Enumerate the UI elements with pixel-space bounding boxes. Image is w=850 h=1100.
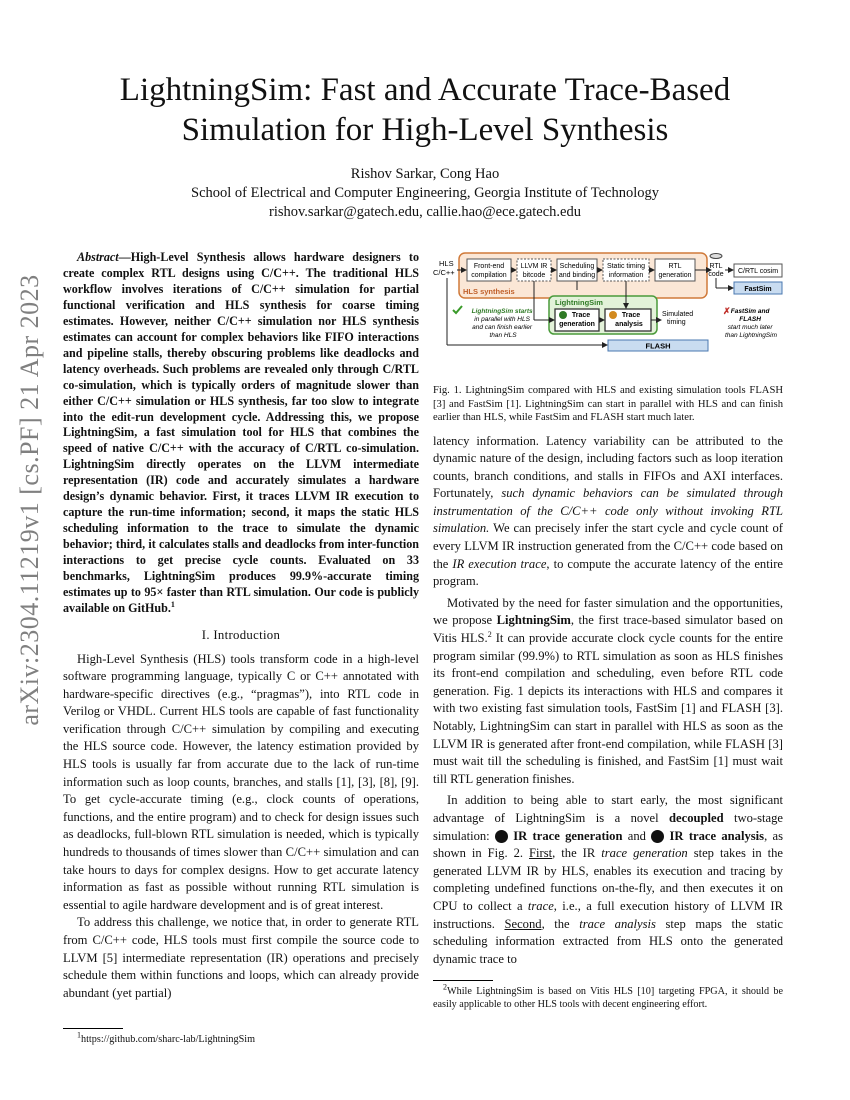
- hls-input-label: HLS C/C++: [433, 259, 455, 277]
- note-right: FastSim and FLASH start much later than LightningSim: [724, 308, 778, 339]
- figure-1-diagram: [433, 250, 783, 370]
- paper-title: [70, 70, 780, 150]
- text-run: such dynamic behaviors can be simulated through instrumentation of the C/C++ code only without invoking RTL simulation.: [433, 486, 783, 536]
- text-run: two-stage simulation:: [433, 810, 783, 843]
- hls-synthesis-label: HLS synthesis: [463, 287, 515, 296]
- text-run: IR trace analysis: [669, 828, 765, 843]
- check-icon: [453, 306, 462, 313]
- abstract-text: —High-Level Synthesis allows hardware designers to create complex RTL designs using C/C++. The traditional HLS workflow involves iterations of C/C++ simulation for partial functional verification and HLS synthesis for coarse timing estimates. However, neither C/C++ simulation nor HLS synthesis estimates can account for complex behaviors like FIFO interactions and pipeline stalls, thereby obscuring problems like deadlocks and latency overheads. Such problems are revealed only through C/RTL co-simulation, which is typically orders of magnitude slower than either C/C++ simulation or HLS synthesis, far too slow to integrate into the edit-run development cycle. Addressing this, we propose LightningSim, a fast simulation tool for HLS that combines the speed of native C/C++ with the accuracy of C/RTL co-simulation. LightningSim directly operates on the LLVM intermediate representation (IR) code and accurately simulates a hardware design’s dynamic behavior. First, it traces LLVM IR execution to capture the run-time information; second, it maps the static HLS scheduling information to the trace to simulate the dynamic behavior; third, it calculates stalls and deadlocks from inter-function interactions to get precise cycle counts. Evaluated on 33 benchmarks, LightningSim produces 99.9%-accurate timing estimates up to 95× faster than RTL simulation. Our code is publicly available on GitHub.: [63, 250, 419, 615]
- right-paragraph-3: [433, 792, 783, 968]
- step-1-icon: 1: [495, 830, 508, 843]
- static-timing-label: Static timing information: [606, 263, 646, 279]
- section-heading: [63, 627, 419, 645]
- text-run: step takes in the generated LLVM IR by HLS, enables its execution and tracing by completing undefined functions on-the-fly, and then executes it on CPU to collect a: [433, 846, 784, 913]
- section-heading-text: I. Introduction: [201, 627, 281, 642]
- text-run: decoupled: [669, 810, 724, 825]
- footnote-1: [63, 1033, 419, 1046]
- text-run: Second: [504, 916, 542, 931]
- arxiv-identifier: arXiv:2304.11219v1 [cs.PF] 21 Apr 2023: [15, 274, 44, 726]
- text-run: , the first trace-based simulator based on Vitis HLS.: [433, 613, 783, 646]
- text-run: LightningSim: [496, 613, 571, 628]
- front-end-label: Front-end compilation: [471, 263, 507, 279]
- abstract-footnote-mark: 1: [170, 599, 175, 609]
- authors: Rishov Sarkar, Cong Hao: [350, 166, 500, 182]
- right-paragraph-1: [433, 433, 783, 591]
- trace-analysis-label: Trace analysis: [615, 312, 643, 328]
- cosim-label: C/RTL cosim: [737, 268, 779, 275]
- intro-paragraph-2: To address this challenge, we notice that, in order to generate RTL from C/C++ code, HLS tools must first compile the source code to LLVM [5] intermediate representation (IR) operations and precisely schedule them within functions and loops, which can already provide abundant (yet partial): [63, 915, 419, 1000]
- scheduling-label: Scheduling and binding: [558, 263, 596, 279]
- text-run: latency information. Latency variability can be attributed to the dynamic nature of the design, including factors such as loop iteration counts, branch conditions, and stalls in FIFOs and AXI interfaces. Fortunately,: [433, 433, 783, 501]
- footnote-rule: [63, 1028, 123, 1029]
- title-line-1: LightningSim: Fast and Accurate Trace-Based: [119, 72, 731, 108]
- right-paragraph-2: [433, 595, 783, 789]
- abstract-lead: Abstract: [77, 250, 119, 264]
- footnote-2-mark: 2: [443, 982, 447, 992]
- step-2-icon: 2: [651, 830, 664, 843]
- text-run: trace: [527, 898, 554, 913]
- trace-analysis-step-icon: [609, 311, 617, 319]
- simulated-timing-label: Simulated timing: [662, 311, 694, 326]
- footnote-2-ref: 2: [487, 629, 492, 639]
- text-run: , i.e., a full execution history of LLVM IR instructions.: [433, 898, 783, 931]
- text-run: and: [622, 828, 652, 843]
- text-run: , the: [541, 916, 580, 931]
- text-run: We can precisely infer the start cycle and cycle count of every LLVM IR instruction generated from the C/C++ code based on the: [433, 521, 783, 571]
- figure-1-caption: Fig. 1. LightningSim compared with HLS and existing simulation tools FLASH [3] and FastSim [1]. LightningSim can start in parallel with HLS and can finish earlier than HLS, while FastSim and FLASH start much later.: [433, 385, 783, 423]
- left-column: [63, 250, 419, 1046]
- footnote-rule-right: [433, 980, 493, 981]
- text-run: First: [529, 846, 553, 861]
- text-run: It can provide accurate clock cycle counts for the entire program similar (99.9%) to RTL simulation as soon as HLS finishes its front-end compilation and scheduling, even before RTL code generation. Fig. 1 depicts its interactions with HLS and compares it with two existing fast simulation tools, FastSim [1] and FLASH [3]. Notably, LightningSim can start in parallel with HLS as soon as the LLVM IR is generated after front-end compilation, while FLASH [3] must wait till the scheduling is finished, and FastSim [1] must wait till RTL generation finishes.: [433, 631, 783, 786]
- footnote-2: [433, 982, 783, 1011]
- llvm-ir-label: LLVM IR bitcode: [520, 263, 548, 279]
- text-run: trace analysis: [579, 916, 656, 931]
- title-line-2: Simulation for High-Level Synthesis: [181, 112, 669, 148]
- text-run: trace generation: [601, 846, 688, 861]
- footnote-1-mark: 1: [77, 1031, 81, 1040]
- text-run: In addition to being able to start early, the most significant advantage of LightningSim is a novel: [433, 793, 783, 825]
- abstract: [63, 250, 419, 617]
- trace-gen-label: Trace generation: [559, 312, 595, 328]
- text-run: IR execution trace: [452, 556, 547, 571]
- text-run: , to compute the accurate latency of the entire program.: [433, 556, 783, 589]
- text-run: , the IR: [552, 846, 602, 861]
- emails: rishov.sarkar@gatech.edu, callie.hao@ece.gatech.edu: [269, 204, 581, 220]
- trace-gen-step-icon: [559, 311, 567, 319]
- text-run: Motivated by the need for faster simulation and the opportunities, we propose: [433, 595, 783, 628]
- text-run: , as shown in Fig. 2.: [433, 828, 783, 861]
- figure-1: [433, 250, 783, 370]
- flash-label: FLASH: [645, 341, 671, 351]
- arxiv-sidebar: [4, 274, 56, 726]
- cross-icon: ✗: [723, 306, 731, 316]
- note-left: LightningSim starts in parallel with HLS and can finish earlier than HLS: [471, 308, 533, 339]
- rtl-code-label: RTL code: [708, 263, 724, 278]
- lightningsim-label: LightningSim: [555, 298, 603, 307]
- text-run: step maps the static scheduling information extracted from HLS onto the generated dynamic trace to: [433, 916, 783, 966]
- rtl-code-icon: [710, 254, 722, 259]
- intro-paragraph-1: High-Level Synthesis (HLS) tools transform code in a high-level software programming language, typically C or C++ annotated with hardware-specific directives (e.g., “pragmas”), into RTL code in Verilog or VHDL. Current HLS tools are capable of fast functionality verification through C/C++ simulation by compiling and executing the HLS source code. However, the latency estimation provided by HLS tools is usually far from accurate due to the lack of run-time information such as loop counts, branches, and stalls [1], [3], [8], [9]. To get cycle-accurate timing (e.g., clock counts of operations, functions, and the entire program) and to check for design issues such as deadlocks, full-blown RTL simulation is needed, which is typically hundreds to thousands of times slower than C/C++ simulation and can take hours to days for complex designs. How to get accurate latency information as fast as possible without running RTL simulation is essential to agile hardware development and is of great interest.: [63, 651, 419, 912]
- affiliation: School of Electrical and Computer Engineering, Georgia Institute of Technology: [191, 185, 659, 201]
- text-run: IR trace generation: [513, 828, 623, 843]
- author-block: [70, 165, 780, 222]
- footnote-1-link[interactable]: https://github.com/sharc-lab/LightningSim: [81, 1034, 256, 1046]
- fastsim-label: FastSim: [744, 286, 772, 293]
- footnote-2-text: While LightningSim is based on Vitis HLS [10] targeting FPGA, it should be easily applicable to other HLS tools with decent engineering effort.: [433, 986, 783, 1011]
- rtl-gen-label: RTL generation: [658, 263, 692, 279]
- right-column: [433, 250, 783, 1011]
